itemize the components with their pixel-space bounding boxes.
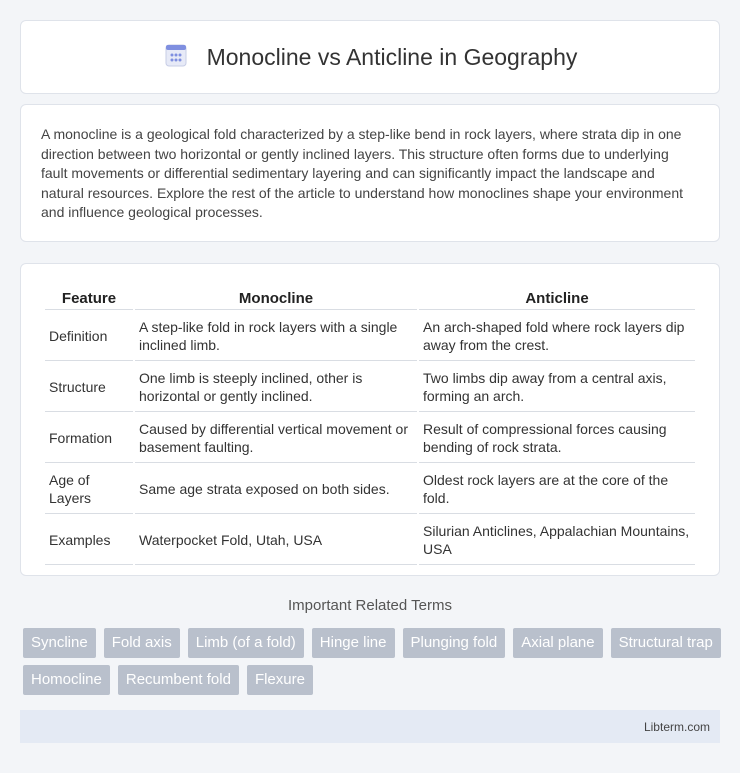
related-terms-title: Important Related Terms: [288, 597, 452, 614]
header-monocline: Monocline: [135, 286, 417, 310]
row-feature: Examples: [45, 516, 133, 565]
tag-syncline[interactable]: Syncline: [23, 628, 96, 658]
tag-structural-trap[interactable]: Structural trap: [611, 628, 721, 658]
row-monocline: Waterpocket Fold, Utah, USA: [135, 516, 417, 565]
header-card: [20, 20, 720, 94]
tag-plunging-fold[interactable]: Plunging fold: [403, 628, 506, 658]
page-title: Monocline vs Anticline in Geography: [206, 43, 578, 70]
row-anticline: Silurian Anticlines, Appalachian Mountains, USA: [419, 516, 695, 565]
related-terms-tags: [23, 628, 723, 695]
tag-hinge-line[interactable]: Hinge line: [312, 628, 395, 658]
tag-fold-axis[interactable]: Fold axis: [104, 628, 180, 658]
table-row: [45, 363, 695, 412]
comparison-table: [43, 284, 697, 567]
tag-homocline[interactable]: Homocline: [23, 665, 110, 695]
tag-flexure[interactable]: Flexure: [247, 665, 313, 695]
footer-site-link[interactable]: Libterm.com: [643, 719, 710, 734]
intro-card: [20, 104, 720, 242]
row-feature: Age of Layers: [45, 465, 133, 514]
footer: [20, 710, 720, 743]
table-row: [45, 516, 695, 565]
row-feature: Definition: [45, 312, 133, 361]
row-anticline: Result of compressional forces causing bending of rock strata.: [419, 414, 695, 463]
row-monocline: Same age strata exposed on both sides.: [135, 465, 417, 514]
row-feature: Structure: [45, 363, 133, 412]
tag-limb[interactable]: Limb (of a fold): [188, 628, 304, 658]
row-anticline: An arch-shaped fold where rock layers dip away from the crest.: [419, 312, 695, 361]
table-row: [45, 414, 695, 463]
document-icon: [163, 42, 189, 73]
intro-text: A monocline is a geological fold characterized by a step-like bend in rock layers, where strata dip in one direction between two horizontal or gently inclined layers. This structure often forms due to underlying fault movements or differential sedimentary layering and can significantly impact the landscape and natural resources. Explore the rest of the article to understand how monoclines shape your environment and influence geological processes.: [41, 126, 684, 221]
row-anticline: Two limbs dip away from a central axis, forming an arch.: [419, 363, 695, 412]
row-monocline: A step-like fold in rock layers with a single inclined limb.: [135, 312, 417, 361]
table-header-row: [45, 286, 695, 310]
table-row: [45, 312, 695, 361]
table-row: [45, 465, 695, 514]
row-anticline: Oldest rock layers are at the core of the fold.: [419, 465, 695, 514]
tag-recumbent-fold[interactable]: Recumbent fold: [118, 665, 239, 695]
header-anticline: Anticline: [419, 286, 695, 310]
tag-axial-plane[interactable]: Axial plane: [513, 628, 602, 658]
row-monocline: One limb is steeply inclined, other is horizontal or gently inclined.: [135, 363, 417, 412]
header-feature: Feature: [45, 286, 133, 310]
comparison-table-card: [20, 263, 720, 576]
row-feature: Formation: [45, 414, 133, 463]
related-terms-section: [0, 597, 740, 614]
row-monocline: Caused by differential vertical movement or basement faulting.: [135, 414, 417, 463]
